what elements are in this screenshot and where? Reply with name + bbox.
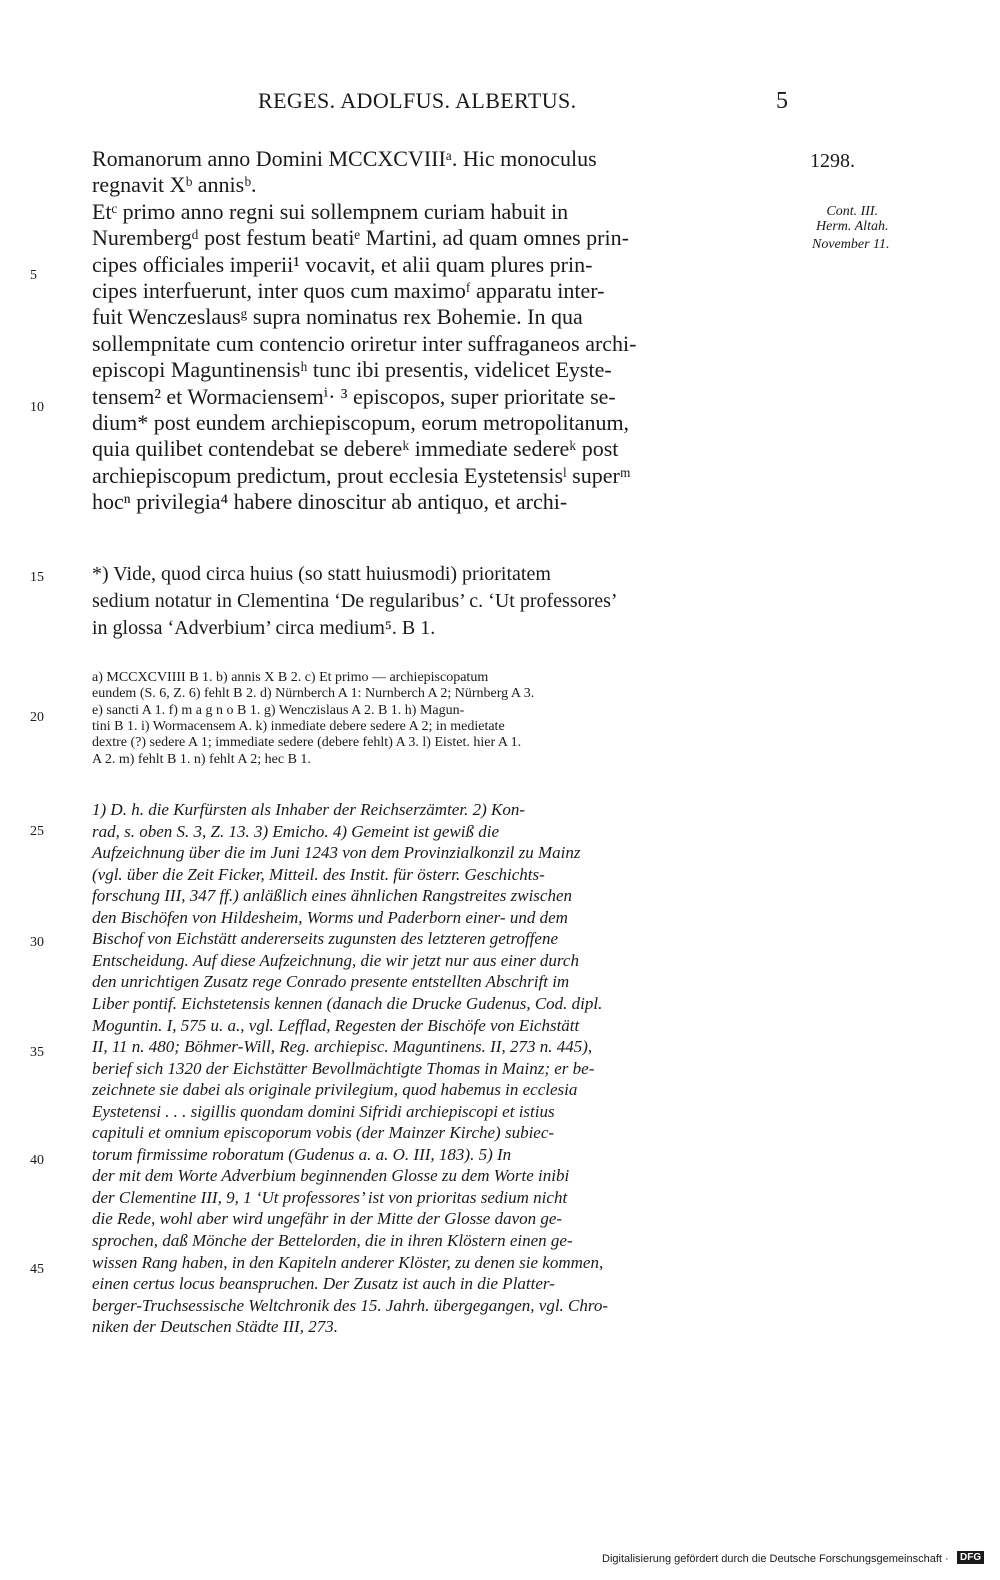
main-text-line: tensem² et Wormaciensemⁱ· ³ episcopos, super prioritate se- — [92, 383, 616, 409]
digitization-credit: Digitalisierung gefördert durch die Deutsche Forschungsgemeinschaft · — [602, 1553, 949, 1565]
main-text-line: Etᶜ primo anno regni sui sollempnem curiam habuit in — [92, 198, 569, 224]
note-line: zeichnete sie dabei als originale privilegium, quod habemus in ecclesia — [92, 1080, 578, 1100]
note-line: den unrichtigen Zusatz rege Conrado presente entstellten Abschrift im — [92, 972, 570, 992]
main-text-line: episcopi Maguntinensisʰ tunc ibi presentis, videlicet Eyste- — [92, 357, 612, 383]
note-line: den Bischöfen von Hildesheim, Worms und Paderborn einer- und dem — [92, 907, 568, 927]
line-number: 30 — [30, 935, 44, 950]
main-text-line: cipes officiales imperii¹ vocavit, et alii quam plures prin- — [92, 251, 593, 277]
apparatus-line: dextre (?) sedere A 1; immediate sedere (debere fehlt) A 3. l) Eistet. hier A 1. — [92, 735, 522, 751]
note-line: einen certus locus beanspruchen. Der Zusatz ist auch in die Platter- — [92, 1274, 555, 1294]
note-line: die Rede, wohl aber wird ungefähr in der Mitte der Glosse davon ge- — [92, 1209, 563, 1229]
footnote-line: in glossa ʻAdverbium’ circa medium⁵. B 1. — [92, 617, 436, 639]
page-number: 5 — [776, 88, 788, 114]
note-line: sprochen, daß Mönche der Bettelorden, die in ihren Klöstern einen ge- — [92, 1231, 573, 1250]
line-number: 35 — [30, 1045, 44, 1060]
note-line: berger-Truchsessische Weltchronik des 15. Jahrh. übergegangen, vgl. Chro- — [92, 1295, 609, 1315]
main-text-line: sollempnitate cum contencio oriretur inter suffraganeos archi- — [92, 330, 637, 356]
main-text-line: dium* post eundem archiepiscopum, eorum metropolitanum, — [92, 410, 630, 435]
main-text-line: Romanorum anno Domini MCCXCVIIIᵃ. Hic monoculus — [92, 146, 597, 171]
note-line: II, 11 n. 480; Böhmer-Will, Reg. archiepisc. Maguntinens. II, 273 n. 445), — [92, 1037, 593, 1057]
line-number: 45 — [30, 1262, 44, 1277]
main-text-line: fuit Wenczeslausᵍ supra nominatus rex Bohemie. In qua — [92, 304, 583, 330]
apparatus-line: tini B 1. i) Wormacensem A. k) inmediate debere sedere A 2; in medietate — [92, 718, 505, 734]
note-line: wissen Rang haben, in den Kapiteln anderer Klöster, zu denen sie kommen, — [92, 1252, 604, 1272]
note-line: Aufzeichnung über die im Juni 1243 von dem Provinzialkonzil zu Mainz — [92, 843, 581, 863]
note-line: Eystetensi . . . sigillis quondam domini Sifridi archiepiscopi et istius — [92, 1101, 555, 1121]
main-text-line: quia quilibet contendebat se debereᵏ immediate sedereᵏ post — [92, 436, 619, 462]
line-number: 25 — [30, 824, 44, 839]
note-line: Liber pontif. Eichstetensis kennen (danach die Drucke Gudenus, Cod. dipl. — [92, 993, 603, 1013]
note-line: Bischof von Eichstätt andererseits zugunsten des letzteren getroffene — [92, 929, 558, 949]
note-line: Entscheidung. Auf diese Aufzeichnung, die wir jetzt nur aus einer durch — [92, 950, 579, 970]
line-number: 10 — [30, 400, 44, 415]
note-line: Moguntin. I, 575 u. a., vgl. Lefflad, Regesten der Bischöfe von Eichstätt — [92, 1015, 580, 1035]
main-text-line: regnavit Xᵇ annisᵇ. — [92, 172, 257, 198]
note-line: der mit dem Worte Adverbium beginnenden Glosse zu dem Worte inibi — [92, 1166, 570, 1186]
margin-source-line2: Herm. Altah. — [816, 219, 889, 234]
margin-year: 1298. — [810, 150, 855, 172]
margin-source — [816, 204, 888, 234]
note-line: berief sich 1320 der Eichstätter Bevollmächtigte Thomas in Mainz; er be- — [92, 1058, 595, 1078]
footnote-line: *) Vide, quod circa huius (so statt huiusmodi) prioritatem — [92, 563, 551, 585]
main-text-line: cipes interfuerunt, inter quos cum maximoᶠ apparatu inter- — [92, 278, 605, 303]
dfg-logo: DFG — [957, 1551, 984, 1564]
apparatus-line: a) MCCXCVIIII B 1. b) annis X B 2. c) Et primo — archiepiscopatum — [92, 670, 489, 685]
note-line: der Clementine III, 9, 1 ʻUt professores’ ist von prioritas sedium nicht — [92, 1187, 568, 1207]
note-line: (vgl. über die Zeit Ficker, Mitteil. des Instit. für österr. Geschichts- — [92, 864, 545, 884]
apparatus-line: eundem (S. 6, Z. 6) fehlt B 2. d) Nürnberch A 1: Nurnberch A 2; Nürnberg A 3. — [92, 686, 535, 702]
line-number: 40 — [30, 1153, 44, 1168]
note-line: 1) D. h. die Kurfürsten als Inhaber der Reichserzämter. 2) Kon- — [92, 800, 525, 819]
note-line: capituli et omnium episcoporum vobis (der Mainzer Kirche) subiec- — [92, 1123, 555, 1143]
line-number: 15 — [30, 570, 44, 585]
note-line: rad, s. oben S. 3, Z. 13. 3) Emicho. 4) Gemeint ist gewiß die — [92, 821, 500, 841]
line-number: 5 — [30, 268, 37, 283]
margin-source-line1: Cont. III. — [826, 204, 879, 219]
main-text-line: archiepiscopum predictum, prout ecclesia Eystetensisˡ superᵐ — [92, 462, 631, 488]
main-text-line: Nurembergᵈ post festum beatiᵉ Martini, ad quam omnes prin- — [92, 225, 629, 251]
line-number: 20 — [30, 710, 44, 725]
note-line: forschung III, 347 ff.) anläßlich eines ähnlichen Rangstreites zwischen — [92, 886, 573, 906]
running-header: REGES. ADOLFUS. ALBERTUS. — [258, 88, 577, 113]
note-line: torum firmissime roboratum (Gudenus a. a. O. III, 183). 5) In — [92, 1144, 512, 1164]
margin-date: November 11. — [812, 237, 890, 252]
apparatus-line: e) sancti A 1. f) m a g n o B 1. g) Wenczislaus A 2. B 1. h) Magun- — [92, 702, 465, 718]
footnote-line: sedium notatur in Clementina ʻDe regularibus’ c. ʻUt professores’ — [92, 590, 618, 612]
main-text-line: hocⁿ privilegia⁴ habere dinoscitur ab antiquo, et archi- — [92, 489, 568, 515]
apparatus-line: A 2. m) fehlt B 1. n) fehlt A 2; hec B 1. — [92, 751, 311, 767]
note-line: niken der Deutschen Städte III, 273. — [92, 1317, 338, 1337]
